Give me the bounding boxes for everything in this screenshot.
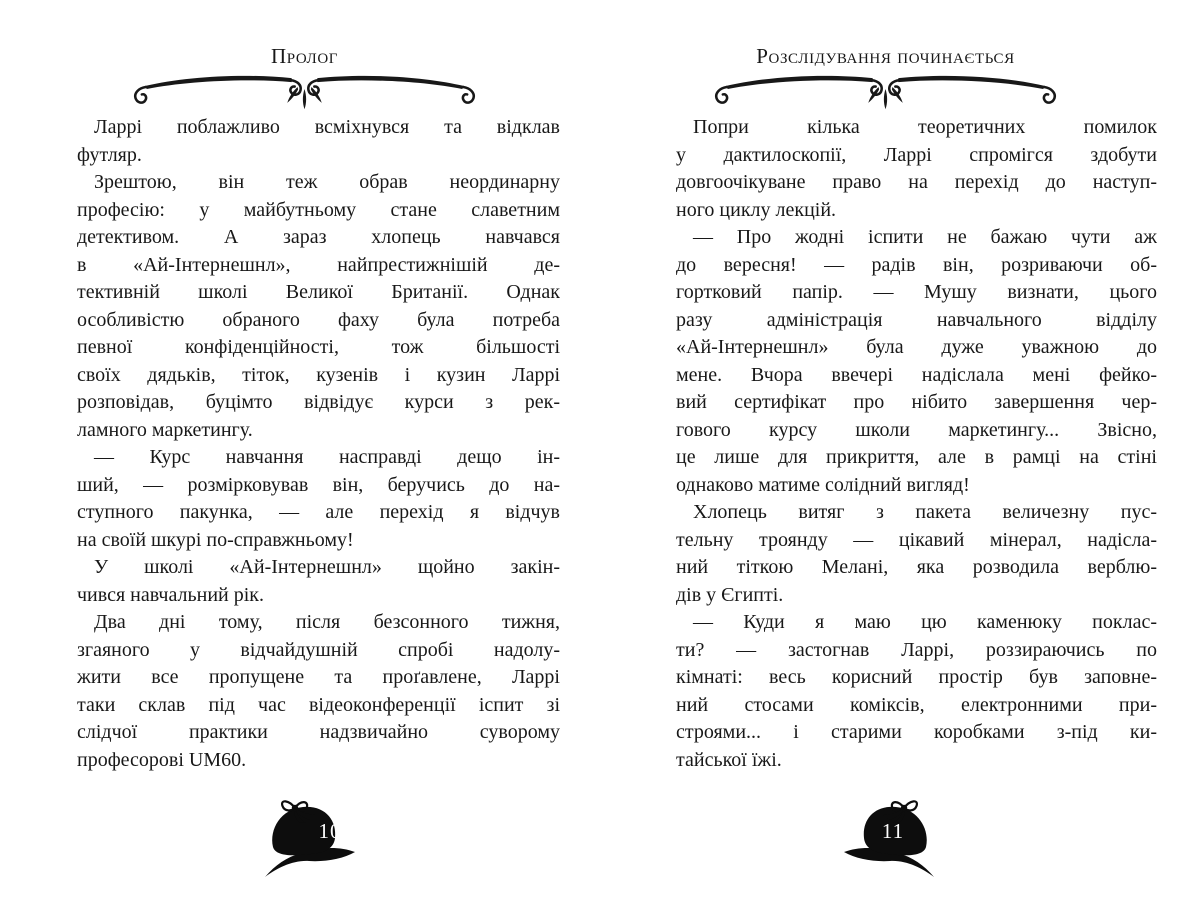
- running-head-left: Пролог: [270, 44, 339, 68]
- text-line: гортковий папір. — Мушу визнати, цього: [676, 281, 1157, 303]
- text-line: ного циклу лекцій.: [676, 198, 837, 221]
- text-line: ний тіткою Мелані, яка розводила верблю-: [676, 556, 1157, 578]
- text-line: ламного маркетингу.: [77, 418, 253, 441]
- paragraph: [676, 114, 1157, 224]
- text-line: строями... і старими коробками з-під ки-: [676, 721, 1157, 743]
- text-line: чився навчальний рік.: [77, 583, 265, 606]
- text-line: розповідав, буцімто відвідує курси з рек-: [77, 391, 560, 413]
- text-line: жити все пропущене та проґавлене, Ларрі: [77, 666, 560, 688]
- text-line: Зрештою, він теж обрав неординарну: [94, 171, 560, 193]
- text-line: особливістю обраного фаху була потреба: [77, 308, 560, 331]
- text-line: вий сертифікат про нібито завершення чер-: [676, 391, 1157, 413]
- page-number-right: 11: [881, 819, 905, 843]
- text-line: ступного пакунка, — але перехід я відчув: [77, 501, 560, 523]
- text-line: тельну троянду — цікавий мінерал, надісла-: [676, 528, 1157, 551]
- text-line: — Куди я маю цю каменюку поклас-: [693, 611, 1157, 633]
- text-line: Ларрі поблажливо всміхнувся та відклав: [94, 116, 560, 138]
- text-line: в «Ай-Інтернешнл», найпрестижнішій де-: [77, 253, 560, 276]
- text-line: це лише для прикриття, але в рамці на стіні: [676, 446, 1157, 468]
- text-line: згаяного у відчайдушній спробі надолу-: [77, 638, 560, 661]
- text-line: Попри кілька теоретичних помилок: [693, 116, 1157, 138]
- text-line: тайської їжі.: [676, 748, 782, 771]
- text-line: професорові UM60.: [77, 748, 247, 771]
- text-line: футляр.: [77, 143, 142, 166]
- text-line: мене. Вчора ввечері надіслала мені фейко-: [676, 363, 1157, 386]
- paragraph: [676, 499, 1157, 609]
- text-line: разу адміністрація навчального відділу: [676, 308, 1157, 331]
- paragraph: [77, 444, 560, 554]
- text-line: ти? — застогнав Ларрі, роззираючись по: [676, 638, 1157, 661]
- text-line: У школі «Ай-Інтернешнл» щойно закін-: [94, 556, 560, 578]
- text-line: гового курсу школи маркетингу... Звісно,: [676, 418, 1157, 441]
- text-line: на своїй шкурі по-справжньому!: [77, 528, 354, 551]
- text-line: таки склав під час відеоконференції іспит зі: [77, 693, 560, 716]
- text-line: кімнаті: весь корисний простір був заповне-: [676, 666, 1157, 688]
- text-line: Два дні тому, після безсонного тижня,: [94, 611, 560, 633]
- flourish-divider-icon: [713, 70, 1058, 110]
- text-line: — Курс навчання насправді дещо ін-: [94, 446, 560, 468]
- text-line: певної конфіденційності, тож більшості: [77, 336, 560, 358]
- paragraph: [676, 609, 1157, 774]
- running-head-right: Розслідування починається: [756, 44, 1015, 68]
- text-block: [676, 114, 1157, 774]
- page-number-left: 10: [318, 819, 342, 843]
- paragraph: [77, 554, 560, 609]
- text-line: «Ай-Інтернешнл» була дуже уважною до: [676, 336, 1157, 358]
- page-right: [600, 0, 1200, 900]
- text-line: до вересня! — радів він, розриваючи об-: [676, 253, 1157, 276]
- text-block: [77, 114, 560, 774]
- text-line: професію: у майбутньому стане славетним: [77, 198, 560, 221]
- paragraph: [77, 114, 560, 169]
- text-line: — Про жодні іспити не бажаю чути аж: [693, 226, 1157, 248]
- text-line: Хлопець витяг з пакета величезну пус-: [693, 501, 1157, 523]
- text-line: слідчої практики надзвичайно суворому: [77, 721, 560, 743]
- text-line: своїх дядьків, тіток, кузенів і кузин Ларрі: [77, 363, 560, 386]
- paragraph: [676, 224, 1157, 499]
- paragraph: [77, 169, 560, 444]
- text-line: ний стосами коміксів, електронними при-: [676, 693, 1157, 716]
- text-line: тективній школі Великої Британії. Однак: [77, 281, 560, 303]
- text-line: детективом. А зараз хлопець навчався: [77, 226, 560, 248]
- text-line: дів у Єгипті.: [676, 583, 784, 606]
- text-line: однаково матиме солідний вигляд!: [676, 473, 970, 496]
- flourish-divider-icon: [132, 70, 477, 110]
- paragraph: [77, 609, 560, 774]
- text-line: у дактилоскопії, Ларрі спромігся здобути: [676, 143, 1157, 166]
- text-line: довгоочікуване право на перехід до наступ-: [676, 171, 1157, 193]
- text-line: ший, — розмірковував він, беручись до на-: [77, 473, 560, 496]
